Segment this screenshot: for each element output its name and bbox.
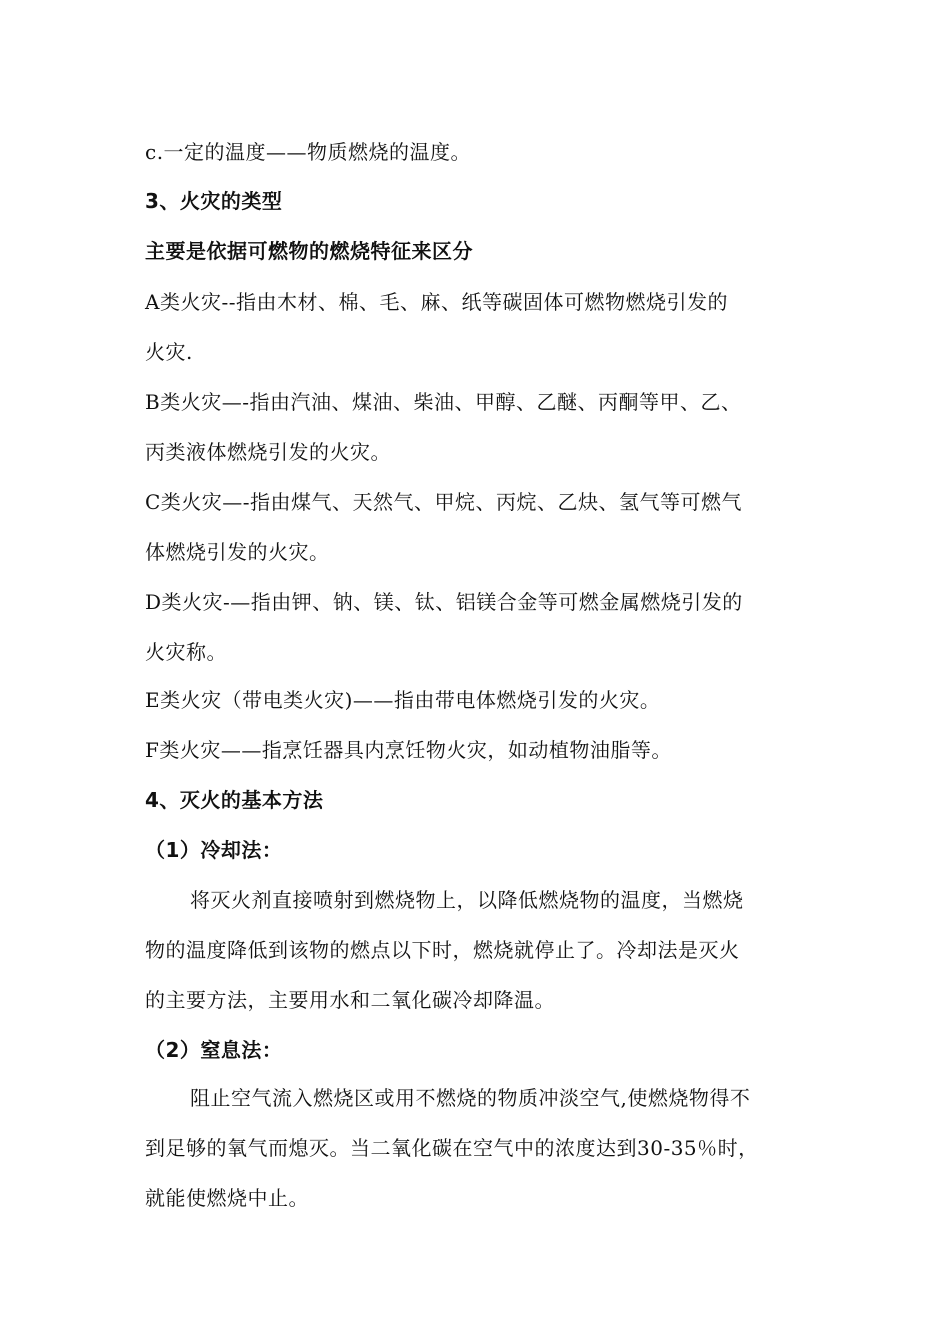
- paragraph-line: 物的温度降低到该物的燃点以下时，燃烧就停止了。冷却法是灭火: [145, 938, 740, 962]
- text-line: E类火灾（带电类火灾)——指由带电体燃烧引发的火灾。: [145, 688, 661, 712]
- text-line: A类火灾--指由木材、棉、毛、麻、纸等碳固体可燃物燃烧引发的: [145, 290, 728, 314]
- text-line: 丙类液体燃烧引发的火灾。: [145, 440, 391, 464]
- paragraph-line: 到足够的氧气而熄灭。当二氧化碳在空气中的浓度达到30-35％时，: [145, 1136, 759, 1160]
- text-line: c.一定的温度——物质燃烧的温度。: [145, 140, 472, 164]
- section-heading-fire-types: 3、火灾的类型: [145, 189, 283, 213]
- paragraph-line: 的主要方法，主要用水和二氧化碳冷却降温。: [145, 988, 555, 1012]
- paragraph-line: 将灭火剂直接喷射到燃烧物上，以降低燃烧物的温度，当燃烧: [190, 888, 744, 912]
- text-line: C类火灾—-指由煤气、天然气、甲烷、丙烷、乙炔、氢气等可燃气: [145, 490, 743, 514]
- subheading-cooling: （1）冷却法：: [145, 838, 283, 862]
- text-line: 体燃烧引发的火灾。: [145, 540, 330, 564]
- subheading: 主要是依据可燃物的燃烧特征来区分: [145, 239, 473, 263]
- text-line: 火灾称。: [145, 640, 227, 664]
- paragraph-line: 就能使燃烧中止。: [145, 1186, 309, 1210]
- text-line: B类火灾—-指由汽油、煤油、柴油、甲醇、乙醚、丙酮等甲、乙、: [145, 390, 742, 414]
- text-line: F类火灾——指烹饪器具内烹饪物火灾，如动植物油脂等。: [145, 738, 672, 762]
- text-line: 火灾.: [145, 340, 193, 364]
- subheading-smothering: （2）窒息法：: [145, 1038, 283, 1062]
- section-heading-extinguishing-methods: 4、灭火的基本方法: [145, 788, 324, 812]
- text-line: D类火灾-—指由钾、钠、镁、钛、铝镁合金等可燃金属燃烧引发的: [145, 590, 743, 614]
- paragraph-line: 阻止空气流入燃烧区或用不燃烧的物质冲淡空气,使燃烧物得不: [190, 1086, 751, 1110]
